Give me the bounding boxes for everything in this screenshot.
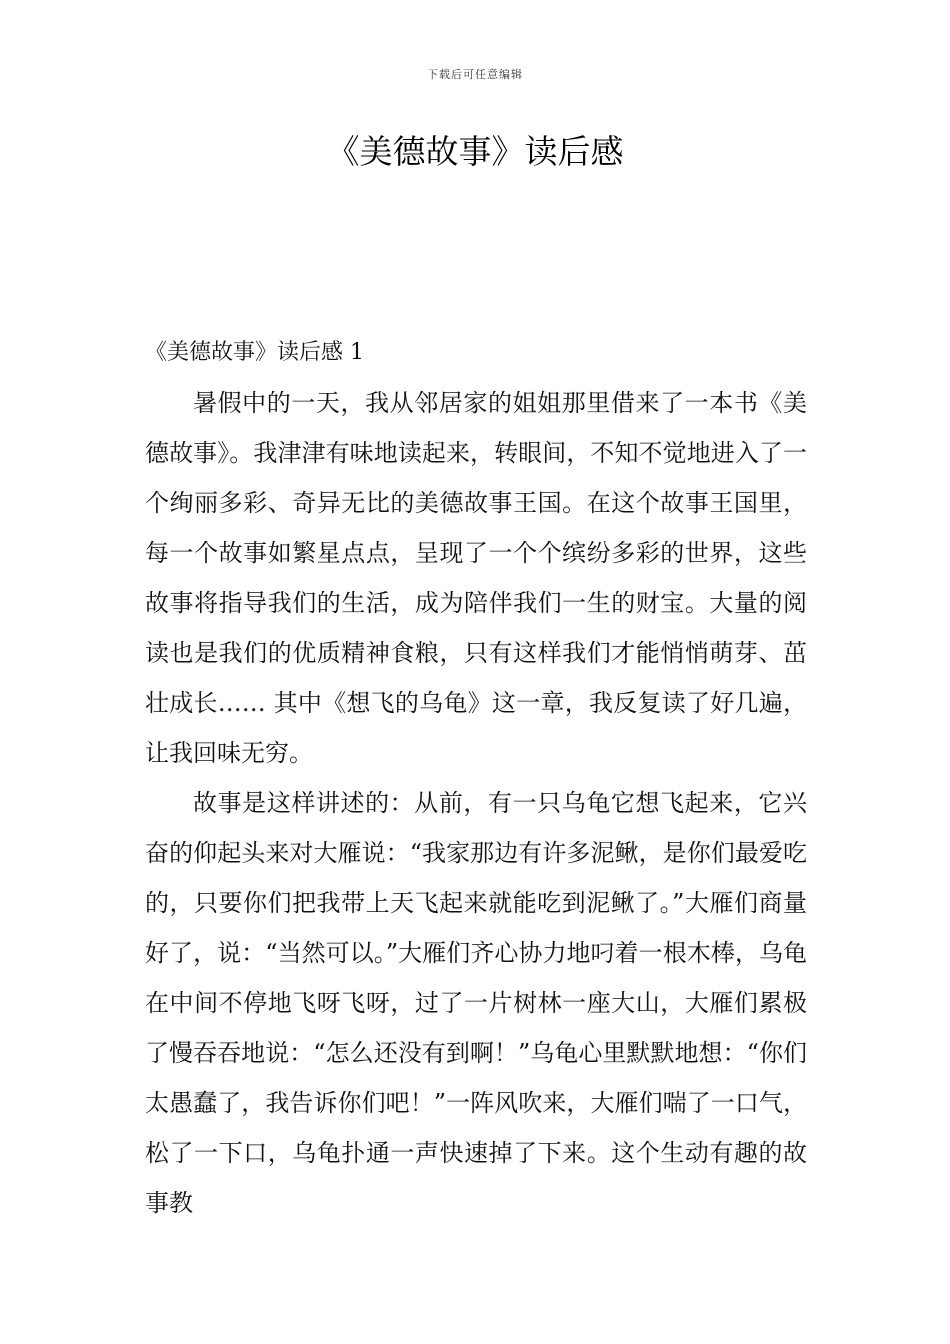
section-heading: 《美德故事》读后感 1 bbox=[145, 340, 364, 365]
document-body bbox=[145, 328, 807, 1228]
paragraph-1: 暑假中的一天，我从邻居家的姐姐那里借来了一本书《美德故事》。我津津有味地读起来，转眼间，不知不觉地进入了一个绚丽多彩、奇异无比的美德故事王国。在这个故事王国里，每一个故事如繁星点点，呈现了一个个缤纷多彩的世界，这些故事将指导我们的生活，成为陪伴我们一生的财宝。大量的阅读也是我们的优质精神食粮，只有这样我们才能悄悄萌芽、茁壮成长…… 其中《想飞的乌龟》这一章，我反复读了好几遍，让我回味无穷。 bbox=[145, 389, 807, 767]
document-title: 《美德故事》读后感 bbox=[326, 132, 624, 171]
paragraph-2: 故事是这样讲述的：从前，有一只乌龟它想飞起来，它兴奋的仰起头来对大雁说：“我家那边有许多泥鳅，是你们最爱吃的，只要你们把我带上天飞起来就能吃到泥鳅了。”大雁们商量好了，说：“当然可以。”大雁们齐心协力地叼着一根木棒，乌龟在中间不停地飞呀飞呀，过了一片树林一座大山，大雁们累极了慢吞吞地说：“怎么还没有到啊！”乌龟心里默默地想：“你们太愚蠢了，我告诉你们吧！”一阵风吹来，大雁们喘了一口气，松了一下口，乌龟扑通一声快速掉了下来。这个生动有趣的故事教 bbox=[145, 789, 807, 1217]
header-note: 下载后可任意编辑 bbox=[427, 68, 523, 81]
